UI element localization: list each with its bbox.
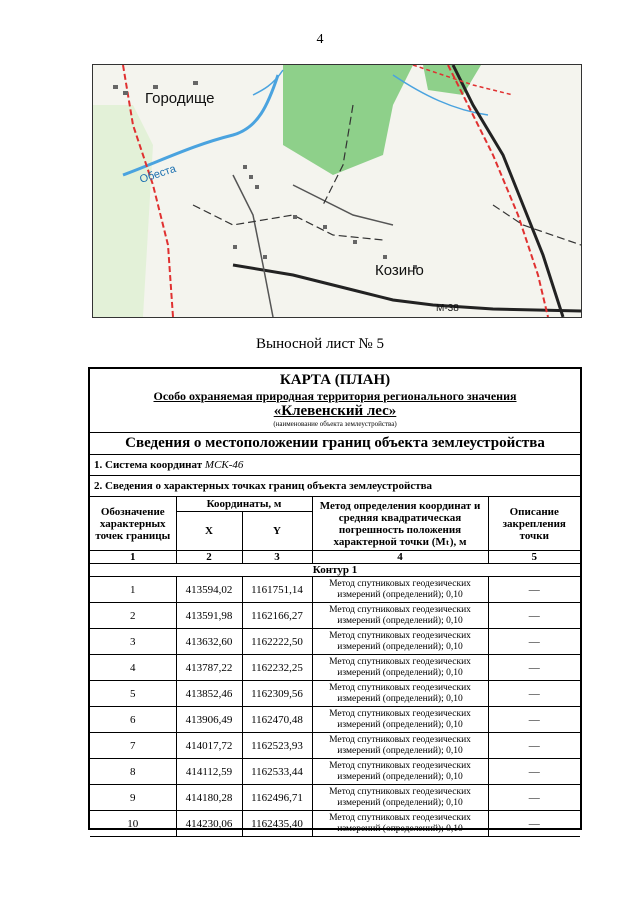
document-subtitle: Особо охраняемая природная территория регионального значения — [153, 389, 517, 403]
point-x: 413594,02 — [176, 577, 242, 603]
col-header-y: Y — [242, 512, 312, 551]
point-description: — — [488, 707, 580, 733]
col-header-designation: Обозначение характерных точек границы — [90, 497, 176, 551]
point-x: 414180,28 — [176, 785, 242, 811]
point-description: — — [488, 759, 580, 785]
col-number: 1 — [90, 551, 176, 564]
table-row — [90, 577, 580, 603]
point-description: — — [488, 629, 580, 655]
point-x: 413852,46 — [176, 681, 242, 707]
point-number: 4 — [90, 655, 176, 681]
col-number: 4 — [312, 551, 488, 564]
point-method: Метод спутниковых геодезических измерений (определений); 0,10 — [312, 759, 488, 785]
col-number: 5 — [488, 551, 580, 564]
point-number: 6 — [90, 707, 176, 733]
section-title: Сведения о местоположении границ объекта землеустройства — [90, 433, 580, 455]
label-obesta: Обеста — [138, 162, 178, 186]
point-number: 1 — [90, 577, 176, 603]
table-row — [90, 655, 580, 681]
point-description: — — [488, 681, 580, 707]
coord-system-value: МСК-46 — [204, 459, 244, 471]
point-x: 414017,72 — [176, 733, 242, 759]
point-number: 7 — [90, 733, 176, 759]
point-method: Метод спутниковых геодезических измерений (определений); 0,10 — [312, 655, 488, 681]
table-row — [90, 603, 580, 629]
point-number: 5 — [90, 681, 176, 707]
point-method: Метод спутниковых геодезических измерений (определений); 0,10 — [312, 811, 488, 837]
point-y: 1162523,93 — [242, 733, 312, 759]
point-description: — — [488, 577, 580, 603]
contour-label: Контур 1 — [90, 564, 580, 577]
point-y: 1162435,40 — [242, 811, 312, 837]
table-row — [90, 759, 580, 785]
coord-system-row — [90, 455, 580, 476]
object-note: (наименование объекта землеустройства) — [273, 420, 397, 428]
coord-system-label: 1. Система координат — [94, 459, 203, 471]
point-x: 414230,06 — [176, 811, 242, 837]
point-method: Метод спутниковых геодезических измерений (определений); 0,10 — [312, 681, 488, 707]
point-number: 3 — [90, 629, 176, 655]
table-row — [90, 785, 580, 811]
document-header — [90, 369, 580, 433]
table-row — [90, 707, 580, 733]
point-description: — — [488, 655, 580, 681]
point-y: 1162309,56 — [242, 681, 312, 707]
object-name: «Клевенский лес» — [273, 403, 397, 419]
point-method: Метод спутниковых геодезических измерений (определений); 0,10 — [312, 733, 488, 759]
point-description: — — [488, 811, 580, 837]
boundary-document — [88, 367, 582, 834]
point-description: — — [488, 733, 580, 759]
point-number: 9 — [90, 785, 176, 811]
col-header-coords: Координаты, м — [176, 497, 312, 512]
point-method: Метод спутниковых геодезических измерений (определений); 0,10 — [312, 577, 488, 603]
points-table — [90, 497, 580, 837]
point-method: Метод спутниковых геодезических измерений (определений); 0,10 — [312, 785, 488, 811]
map-fragment — [92, 64, 582, 318]
point-y: 1162222,50 — [242, 629, 312, 655]
point-x: 413787,22 — [176, 655, 242, 681]
label-kozino: Козино — [375, 262, 424, 279]
table-row — [90, 681, 580, 707]
table-row — [90, 733, 580, 759]
point-y: 1162470,48 — [242, 707, 312, 733]
point-method: Метод спутниковых геодезических измерений (определений); 0,10 — [312, 707, 488, 733]
col-header-x: X — [176, 512, 242, 551]
point-number: 2 — [90, 603, 176, 629]
page-number: 4 — [316, 32, 324, 47]
point-y: 1161751,14 — [242, 577, 312, 603]
point-number: 10 — [90, 811, 176, 837]
point-x: 414112,59 — [176, 759, 242, 785]
point-description: — — [488, 785, 580, 811]
label-m38: М-38 — [436, 303, 459, 314]
label-gorodishche: Городище — [145, 90, 215, 107]
point-y: 1162533,44 — [242, 759, 312, 785]
point-y: 1162496,71 — [242, 785, 312, 811]
point-x: 413906,49 — [176, 707, 242, 733]
document-title: КАРТА (ПЛАН) — [279, 372, 391, 388]
table-row — [90, 629, 580, 655]
col-number: 3 — [242, 551, 312, 564]
point-x: 413632,60 — [176, 629, 242, 655]
col-number: 2 — [176, 551, 242, 564]
meadow-area — [93, 105, 153, 317]
col-header-method: Метод определения координат и средняя квадратическая погрешность положения характерной точки (Mₜ), м — [312, 497, 488, 551]
points-title: 2. Сведения о характерных точках границ объекта землеустройства — [90, 476, 580, 497]
map-caption: Выносной лист № 5 — [256, 336, 384, 352]
point-description: — — [488, 603, 580, 629]
point-number: 8 — [90, 759, 176, 785]
point-x: 413591,98 — [176, 603, 242, 629]
point-y: 1162166,27 — [242, 603, 312, 629]
point-method: Метод спутниковых геодезических измерений (определений); 0,10 — [312, 629, 488, 655]
col-header-description: Описание закрепления точки — [488, 497, 580, 551]
table-row — [90, 811, 580, 837]
map-svg — [93, 65, 581, 317]
point-method: Метод спутниковых геодезических измерений (определений); 0,10 — [312, 603, 488, 629]
point-y: 1162232,25 — [242, 655, 312, 681]
